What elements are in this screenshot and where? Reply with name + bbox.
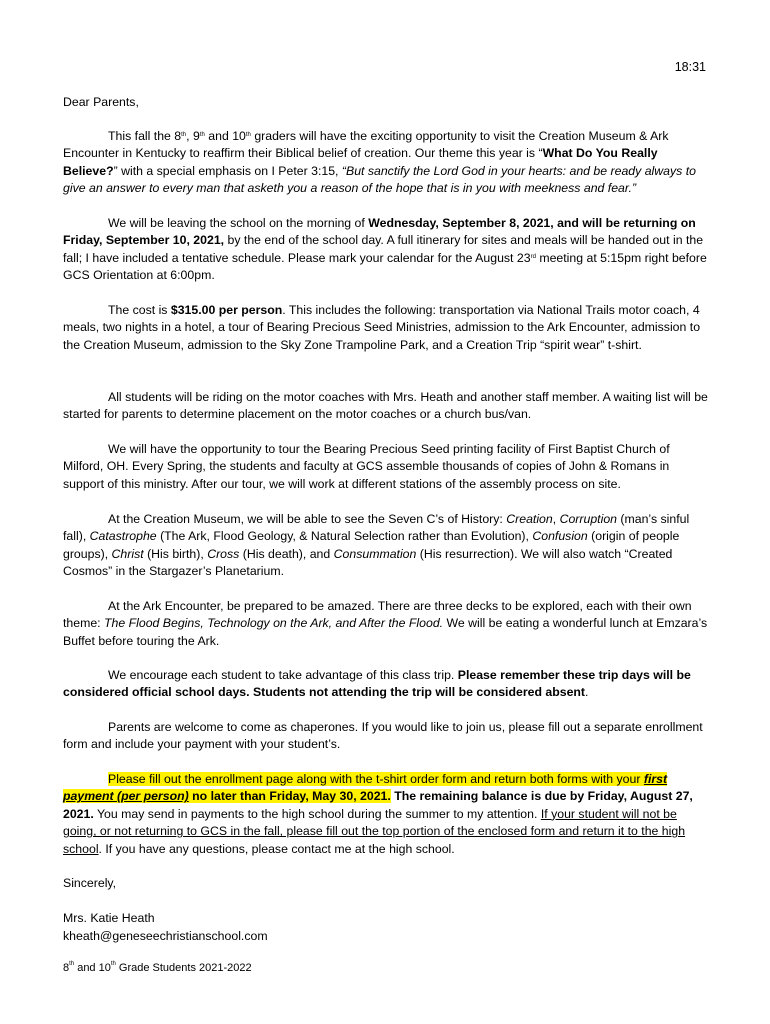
closing: Sincerely, [63, 876, 117, 890]
paragraph-enrollment: Please fill out the enrollment page along with the t-shirt order form and return both forms with your first payment (per person) no later than Friday, May 30, 2021. The remaining balance is due by Friday, August 27, 2021. You may send in payments to the high school during the summer to my attention. If your student will not be going, or not returning to GCS in the fall, please fill out the top portion of the enclosed form and return it to the high school. If you have any questions, please contact me at the high school. [63, 772, 693, 856]
paragraph-ark: At the Ark Encounter, be prepared to be amazed. There are three decks to be explored, each with their own theme: The Flood Begins, Technology on the Ark, and After the Flood. We will be eating a wonderful lunch at Emzara’s Buffet before touring the Ark. [63, 599, 708, 648]
paragraph-attendance: We encourage each student to take advantage of this class trip. Please remember these trip days will be considered official school days. Students not attending the trip will be considered absent. [63, 668, 691, 700]
paragraph-intro: This fall the 8th, 9th and 10th graders will have the exciting opportunity to visit the Creation Museum & Ark Encounter in Kentucky to reaffirm their Biblical belief of creation. Our theme this year is “What Do You Really Believe?” with a special emphasis on I Peter 3:15, “But sanctify the Lord God in your hearts: and be ready always to give an answer to every man that asketh you a reason of the hope that is in you with meekness and fear.” [63, 129, 696, 196]
deck-themes: The Flood Begins, Technology on the Ark, and After the Flood. [104, 616, 444, 631]
salutation: Dear Parents, [63, 95, 139, 109]
signature-name: Mrs. Katie Heath [63, 911, 155, 925]
paragraph-museum: At the Creation Museum, we will be able to see the Seven C’s of History: Creation, Corruption (man’s sinful fall), Catastrophe (The Ark, Flood Geology, & Natural Selection rather than Evolution), Confusion (origin of people groups), Christ (His birth), Cross (His death), and Consummation (His resurrection). We will also watch “Created Cosmos” in the Stargazer’s Planetarium. [63, 512, 690, 579]
first-payment-text: first payment (per person) [63, 772, 668, 804]
trip-dates: Wednesday, September 8, 2021, and will be returning on Friday, September 10, 2021, [63, 216, 696, 248]
paragraph-tour: We will have the opportunity to tour the Bearing Precious Seed printing facility of First Baptist Church of Milford, OH. Every Spring, the students and faculty at GCS assemble thousands of copies of John & Romans in support of this ministry. After our tour, we will work at different stations of the assembly process on site. [63, 442, 670, 491]
not-going-notice: If your student will not be going, or not returning to GCS in the fall, please fill out the top portion of the enclosed form and return it to the high school [63, 806, 686, 856]
paragraph-dates: We will be leaving the school on the morning of Wednesday, September 8, 2021, and will be returning on Friday, September 10, 2021, by the end of the school day. A full itinerary for sites and meals will be handed out in the fall; I have included a tentative schedule. Please mark your calendar for the August 23rd meeting at 5:15pm right before GCS Orientation at 6:00pm. [63, 216, 707, 283]
trip-cost: $315.00 per person [170, 303, 283, 317]
page-footer: 8th and 10th Grade Students 2021-2022 [63, 961, 252, 974]
scripture-quote: “But sanctify the Lord God in your hearts: and be ready always to give an answer to every man that asketh you a reason of the hope that is in you with meekness and fear.” [63, 163, 696, 196]
paragraph-chaperones: Parents are welcome to come as chaperones. If you would like to join us, please fill out a separate enrollment form and include your payment with your student’s. [63, 720, 703, 752]
paragraph-transport: All students will be riding on the motor coaches with Mrs. Heath and another staff member. A waiting list will be started for parents to determine placement on the motor coaches or a church bus/van. [63, 390, 708, 422]
header-time: 18:31 [674, 60, 706, 74]
balance-due: The remaining balance is due by Friday, August 27, 2021. [63, 789, 693, 821]
theme-text: What Do You Really Believe? [63, 146, 658, 178]
signature-email: kheath@geneseechristianschool.com [63, 929, 268, 943]
paragraph-cost: The cost is $315.00 per person. This includes the following: transportation via National Trails motor coach, 4 meals, two nights in a hotel, a tour of Bearing Precious Seed Ministries, admission to the Ark Encounter, admission to the Creation Museum, admission to the Sky Zone Trampoline Park, and a Creation Trip “spirit wear” t-shirt. [63, 303, 701, 352]
attendance-notice: Please remember these trip days will be considered official school days. Students not attending the trip will be considered absent [63, 668, 691, 700]
